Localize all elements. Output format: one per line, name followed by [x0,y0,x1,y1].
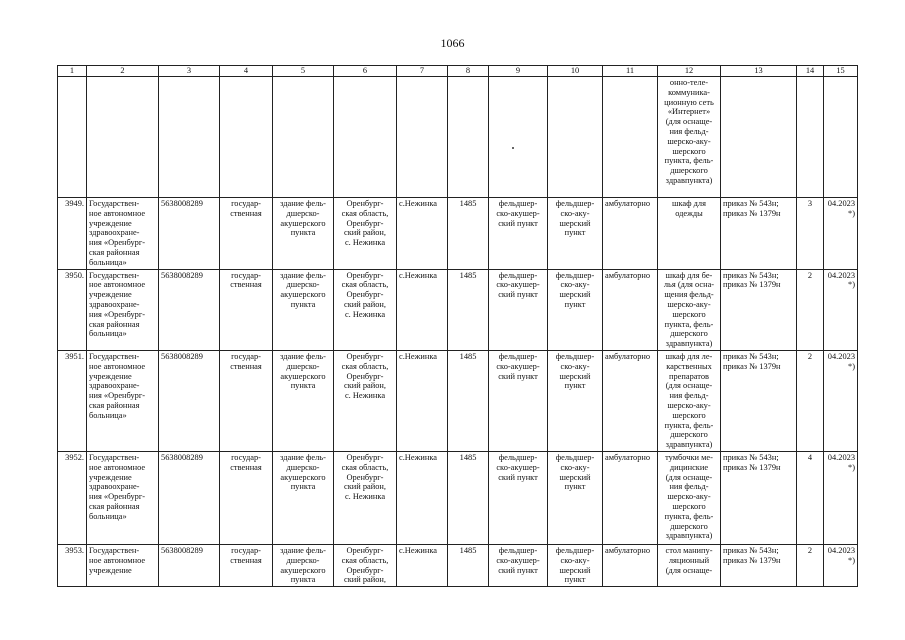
row-number: 3953. [58,544,87,586]
column-number: 6 [334,66,397,77]
care-type-cell: амбулаторно [603,269,658,350]
page-number: 1066 [440,36,465,50]
column-number: 13 [721,66,797,77]
inn-cell: 5638008289 [159,198,220,270]
date-cell: 04.2023*) [824,544,858,586]
table-row [58,269,858,350]
settlement-cell: с.Нежинка [397,544,448,586]
column-number: 9 [489,66,548,77]
column-number: 7 [397,66,448,77]
column-number: 11 [603,66,658,77]
building-cell: здание фель- дшерско- акушерского пункта [273,544,334,586]
continuation-row [58,77,858,198]
organization-cell: Государствен- ное автономное учреждение здравоохране- ния «Оренбург- ская районная больница» [87,451,159,544]
facility-cell: фельдшер- ско-акушер- ский пункт [489,350,548,451]
organization-cell: Государствен- ное автономное учреждение здравоохране- ния «Оренбург- ская районная больница» [87,198,159,270]
column-number: 3 [159,66,220,77]
registry-table [57,65,858,587]
care-type-cell: амбулаторно [603,350,658,451]
facility-cell: фельдшер- ско-акушер- ский пункт [489,451,548,544]
table-row [58,544,858,586]
building-cell: здание фель- дшерско- акушерского пункта [273,350,334,451]
quantity-cell: 2 [797,350,824,451]
population-cell: 1485 [448,451,489,544]
empty-cell [548,77,603,198]
address-cell: Оренбург- ская область, Оренбург- ский район, [334,544,397,586]
empty-cell [273,77,334,198]
unit-cell: фельдшер- ско-аку- шерский пункт [548,269,603,350]
population-cell: 1485 [448,544,489,586]
row-number: 3951. [58,350,87,451]
column-number: 14 [797,66,824,77]
column-number-row [58,66,858,77]
settlement-cell: с.Нежинка [397,350,448,451]
row-number: 3952. [58,451,87,544]
unit-cell: фельдшер- ско-аку- шерский пункт [548,350,603,451]
row-number: 3950. [58,269,87,350]
column-number: 4 [220,66,273,77]
inn-cell: 5638008289 [159,544,220,586]
facility-cell: фельдшер- ско-акушер- ский пункт [489,269,548,350]
table-row [58,350,858,451]
unit-cell: фельдшер- ско-аку- шерский пункт [548,544,603,586]
inn-cell: 5638008289 [159,451,220,544]
equipment-cell: шкаф для бе- лья (для осна- щения фельд- шерско-аку- шерского пункта, фель- дшерского здравпункта) [658,269,721,350]
settlement-cell: с.Нежинка [397,198,448,270]
ownership-cell: государ- ственная [220,544,273,586]
settlement-cell: с.Нежинка [397,269,448,350]
empty-cell [397,77,448,198]
date-cell: 04.2023*) [824,350,858,451]
empty-cell [721,77,797,198]
order-cell: приказ № 543н; приказ № 1379н [721,544,797,586]
address-cell: Оренбург- ская область, Оренбург- ский район, с. Нежинка [334,451,397,544]
building-cell: здание фель- дшерско- акушерского пункта [273,269,334,350]
equipment-cell: онно-теле- коммуника- ционную сеть «Интернет» (для оснаще- ния фельд- шерско-аку- шерского пункта, фель- дшерского здравпункта) [658,77,721,198]
row-number: 3949. [58,198,87,270]
address-cell: Оренбург- ская область, Оренбург- ский район, с. Нежинка [334,198,397,270]
column-number: 2 [87,66,159,77]
care-type-cell: амбулаторно [603,198,658,270]
empty-cell [159,77,220,198]
equipment-cell: тумбочки ме- дицинские (для оснаще- ния фельд- шерско-аку- шерского пункта, фель- дшерского здравпункта) [658,451,721,544]
quantity-cell: 3 [797,198,824,270]
empty-cell [489,77,548,198]
care-type-cell: амбулаторно [603,544,658,586]
empty-cell [58,77,87,198]
unit-cell: фельдшер- ско-аку- шерский пункт [548,451,603,544]
organization-cell: Государствен- ное автономное учреждение здравоохране- ния «Оренбург- ская районная больница» [87,269,159,350]
quantity-cell: 2 [797,269,824,350]
column-number: 1 [58,66,87,77]
order-cell: приказ № 543н; приказ № 1379н [721,451,797,544]
empty-cell [448,77,489,198]
population-cell: 1485 [448,198,489,270]
building-cell: здание фель- дшерско- акушерского пункта [273,198,334,270]
empty-cell [87,77,159,198]
population-cell: 1485 [448,269,489,350]
date-cell: 04.2023*) [824,269,858,350]
address-cell: Оренбург- ская область, Оренбург- ский район, с. Нежинка [334,269,397,350]
equipment-cell: шкаф для одежды [658,198,721,270]
settlement-cell: с.Нежинка [397,451,448,544]
empty-cell [824,77,858,198]
date-cell: 04.2023*) [824,451,858,544]
column-number: 5 [273,66,334,77]
quantity-cell: 4 [797,451,824,544]
organization-cell: Государствен- ное автономное учреждение [87,544,159,586]
equipment-cell: шкаф для ле- карственных препаратов (для оснаще- ния фельд- шерско-аку- шерского пункта, фель- дшерского здравпункта) [658,350,721,451]
empty-cell [603,77,658,198]
empty-cell [220,77,273,198]
empty-cell [334,77,397,198]
date-cell: 04.2023*) [824,198,858,270]
table-row [58,451,858,544]
ownership-cell: государ- ственная [220,350,273,451]
ownership-cell: государ- ственная [220,451,273,544]
order-cell: приказ № 543н; приказ № 1379н [721,198,797,270]
facility-cell: фельдшер- ско-акушер- ский пункт [489,544,548,586]
organization-cell: Государствен- ное автономное учреждение здравоохране- ния «Оренбург- ская районная больница» [87,350,159,451]
quantity-cell: 2 [797,544,824,586]
column-number: 12 [658,66,721,77]
ownership-cell: государ- ственная [220,198,273,270]
order-cell: приказ № 543н; приказ № 1379н [721,350,797,451]
column-number: 10 [548,66,603,77]
population-cell: 1485 [448,350,489,451]
order-cell: приказ № 543н; приказ № 1379н [721,269,797,350]
facility-cell: фельдшер- ско-акушер- ский пункт [489,198,548,270]
care-type-cell: амбулаторно [603,451,658,544]
address-cell: Оренбург- ская область, Оренбург- ский район, с. Нежинка [334,350,397,451]
column-number: 8 [448,66,489,77]
building-cell: здание фель- дшерско- акушерского пункта [273,451,334,544]
table-row [58,198,858,270]
ownership-cell: государ- ственная [220,269,273,350]
equipment-cell: стол манипу- ляционный (для оснаще- [658,544,721,586]
inn-cell: 5638008289 [159,269,220,350]
inn-cell: 5638008289 [159,350,220,451]
column-number: 15 [824,66,858,77]
empty-cell [797,77,824,198]
unit-cell: фельдшер- ско-аку- шерский пункт [548,198,603,270]
